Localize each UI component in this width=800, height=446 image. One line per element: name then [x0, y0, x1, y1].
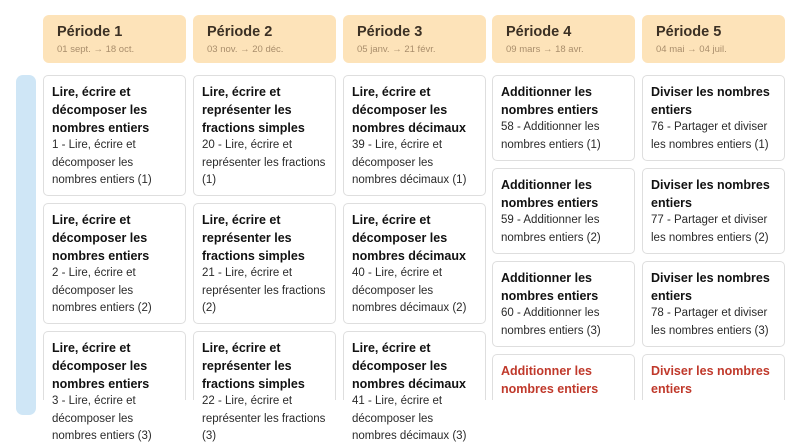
period-header[interactable] — [43, 15, 186, 63]
lesson-title: Additionner les nombres entiers — [501, 364, 599, 396]
lesson-card[interactable] — [43, 75, 186, 196]
lesson-description: 20 - Lire, écrire et représenter les fractions (1) — [202, 139, 326, 186]
lesson-description: 41 - Lire, écrire et décomposer les nombres décimaux (3) — [352, 395, 467, 442]
timeline-rail — [16, 75, 36, 415]
lesson-card[interactable] — [343, 203, 486, 324]
lesson-title: Lire, écrire et décomposer les nombres décimaux — [352, 341, 466, 391]
period-dates: 03 nov. → 20 déc. — [207, 44, 284, 55]
lesson-title: Lire, écrire et décomposer les nombres décimaux — [352, 85, 466, 135]
lesson-title: Lire, écrire et décomposer les nombres entiers — [52, 85, 150, 135]
lesson-description: 3 - Lire, écrire et décomposer les nombres entiers (3) — [52, 395, 152, 442]
period-dates: 09 mars → 18 avr. — [506, 44, 584, 55]
lesson-description: 21 - Lire, écrire et représenter les fractions (2) — [202, 267, 326, 314]
lesson-card[interactable] — [642, 168, 785, 254]
lesson-description: 2 - Lire, écrire et décomposer les nombres entiers (2) — [52, 267, 152, 314]
lesson-description: 1 - Lire, écrire et décomposer les nombres entiers (1) — [52, 139, 152, 186]
lesson-card-alert[interactable] — [642, 354, 785, 400]
lesson-description: 76 - Partager et diviser les nombres entiers (1) — [651, 121, 769, 151]
lesson-description: 78 - Partager et diviser les nombres entiers (3) — [651, 307, 769, 337]
lesson-title: Additionner les nombres entiers — [501, 178, 599, 210]
lesson-title: Lire, écrire et décomposer les nombres entiers — [52, 341, 150, 391]
lesson-title: Lire, écrire et décomposer les nombres décimaux — [352, 213, 466, 263]
lesson-card[interactable] — [193, 75, 336, 196]
lesson-card[interactable] — [193, 203, 336, 324]
period-title: Période 5 — [656, 24, 722, 40]
period-title: Période 2 — [207, 24, 273, 40]
lesson-title: Lire, écrire et décomposer les nombres entiers — [52, 213, 150, 263]
lesson-description: 40 - Lire, écrire et décomposer les nombres décimaux (2) — [352, 267, 467, 314]
lesson-card[interactable] — [43, 203, 186, 324]
lesson-card[interactable] — [43, 331, 186, 442]
lesson-card[interactable] — [642, 75, 785, 161]
lesson-description: 39 - Lire, écrire et décomposer les nombres décimaux (1) — [352, 139, 467, 186]
period-title: Période 4 — [506, 24, 572, 40]
lesson-description: 22 - Lire, écrire et représenter les fractions (3) — [202, 395, 326, 442]
period-dates: 05 janv. → 21 févr. — [357, 44, 436, 55]
lesson-card-alert[interactable] — [492, 354, 635, 400]
period-header[interactable] — [343, 15, 486, 63]
lesson-title: Diviser les nombres entiers — [651, 178, 770, 210]
lesson-card[interactable] — [343, 75, 486, 196]
period-title: Période 1 — [57, 24, 123, 40]
lesson-description: 60 - Additionner les nombres entiers (3) — [501, 307, 601, 337]
lesson-title: Lire, écrire et représenter les fractions simples — [202, 213, 305, 263]
lesson-card[interactable] — [492, 75, 635, 161]
lesson-description: 77 - Partager et diviser les nombres entiers (2) — [651, 214, 769, 244]
period-header[interactable] — [642, 15, 785, 63]
lesson-card[interactable] — [193, 331, 336, 442]
lesson-title: Additionner les nombres entiers — [501, 271, 599, 303]
lesson-title: Diviser les nombres entiers — [651, 85, 770, 117]
lesson-card[interactable] — [343, 331, 486, 442]
period-header[interactable] — [193, 15, 336, 63]
period-title: Période 3 — [357, 24, 423, 40]
period-header[interactable] — [492, 15, 635, 63]
lesson-description: 58 - Additionner les nombres entiers (1) — [501, 121, 601, 151]
lesson-description: 59 - Additionner les nombres entiers (2) — [501, 214, 601, 244]
lesson-card[interactable] — [642, 261, 785, 347]
lesson-card[interactable] — [492, 261, 635, 347]
lesson-card[interactable] — [492, 168, 635, 254]
lesson-title: Diviser les nombres entiers — [651, 271, 770, 303]
lesson-title: Diviser les nombres entiers — [651, 364, 770, 396]
lesson-title: Lire, écrire et représenter les fractions simples — [202, 85, 305, 135]
period-dates: 01 sept. → 18 oct. — [57, 44, 135, 55]
lesson-title: Lire, écrire et représenter les fractions simples — [202, 341, 305, 391]
period-dates: 04 mai → 04 juil. — [656, 44, 727, 55]
lesson-title: Additionner les nombres entiers — [501, 85, 599, 117]
